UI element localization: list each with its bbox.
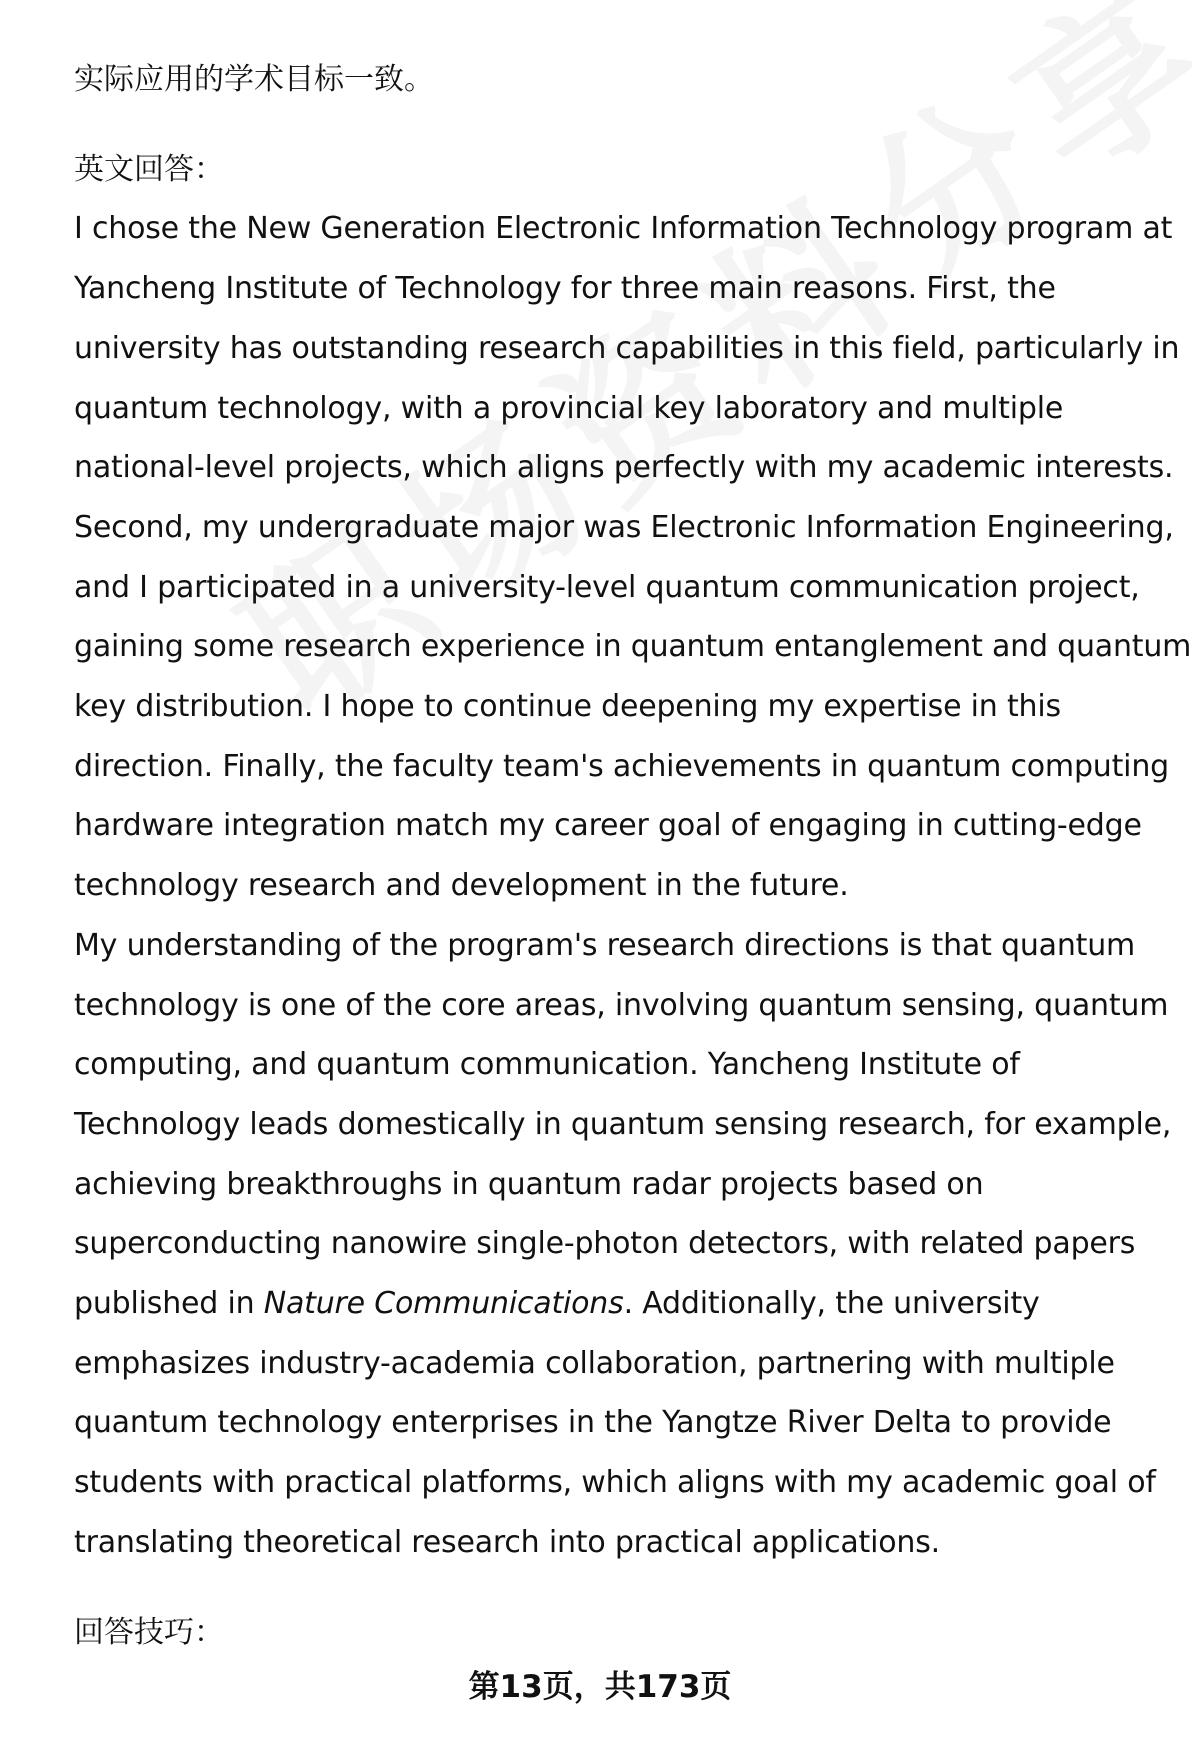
text-line: Yancheng Institute of Technology for three main reasons. First, the bbox=[74, 271, 1056, 307]
text-segment: published in bbox=[74, 1286, 264, 1322]
page-number-footer: 第13页，共173页 bbox=[468, 1669, 732, 1705]
text-line: technology is one of the core areas, involving quantum sensing, quantum bbox=[74, 987, 1169, 1023]
text-line: university has outstanding research capabilities in this field, particularly in bbox=[74, 330, 1180, 366]
text-line: hardware integration match my career goal of engaging in cutting-edge bbox=[74, 808, 1142, 844]
answer-tips-heading: 回答技巧： bbox=[74, 1614, 224, 1650]
journal-name: Nature Communications bbox=[263, 1286, 624, 1322]
text-line: Technology leads domestically in quantum sensing research, for example, bbox=[74, 1106, 1172, 1142]
text-line: emphasizes industry-academia collaboration, partnering with multiple bbox=[74, 1345, 1115, 1381]
text-line: direction. Finally, the faculty team's achievements in quantum computing bbox=[74, 748, 1169, 784]
text-line: quantum technology, with a provincial key laboratory and multiple bbox=[74, 390, 1064, 426]
text-line: students with practical platforms, which aligns with my academic goal of bbox=[74, 1465, 1156, 1501]
text-line: translating theoretical research into practical applications. bbox=[74, 1524, 940, 1560]
text-line: key distribution. I hope to continue deepening my expertise in this bbox=[74, 689, 1061, 725]
text-line: national-level projects, which aligns perfectly with my academic interests. bbox=[74, 450, 1174, 486]
text-line: superconducting nanowire single-photon detectors, with related papers bbox=[74, 1226, 1136, 1262]
document-page bbox=[74, 50, 1192, 1662]
text-line-with-citation bbox=[74, 1274, 1144, 1334]
text-segment: . Additionally, the university bbox=[623, 1286, 1040, 1322]
text-line: gaining some research experience in quantum entanglement and quantum bbox=[74, 629, 1192, 665]
english-answer-paragraph-1 bbox=[74, 199, 1192, 915]
text-line: computing, and quantum communication. Yancheng Institute of bbox=[74, 1047, 1020, 1083]
text-line: I chose the New Generation Electronic Information Technology program at bbox=[74, 211, 1173, 247]
english-answer-heading: 英文回答： bbox=[74, 151, 224, 187]
intro-tail-text: 实际应用的学术目标一致。 bbox=[74, 62, 434, 97]
text-line: and I participated in a university-level quantum communication project, bbox=[74, 569, 1140, 605]
text-line: Second, my undergraduate major was Electronic Information Engineering, bbox=[74, 509, 1174, 545]
text-line: achieving breakthroughs in quantum radar projects based on bbox=[74, 1166, 984, 1202]
text-line: My understanding of the program's research directions is that quantum bbox=[74, 927, 1136, 963]
text-line: technology research and development in the future. bbox=[74, 868, 849, 904]
english-answer-paragraph-2 bbox=[74, 916, 1172, 1573]
text-line: quantum technology enterprises in the Yangtze River Delta to provide bbox=[74, 1405, 1112, 1441]
